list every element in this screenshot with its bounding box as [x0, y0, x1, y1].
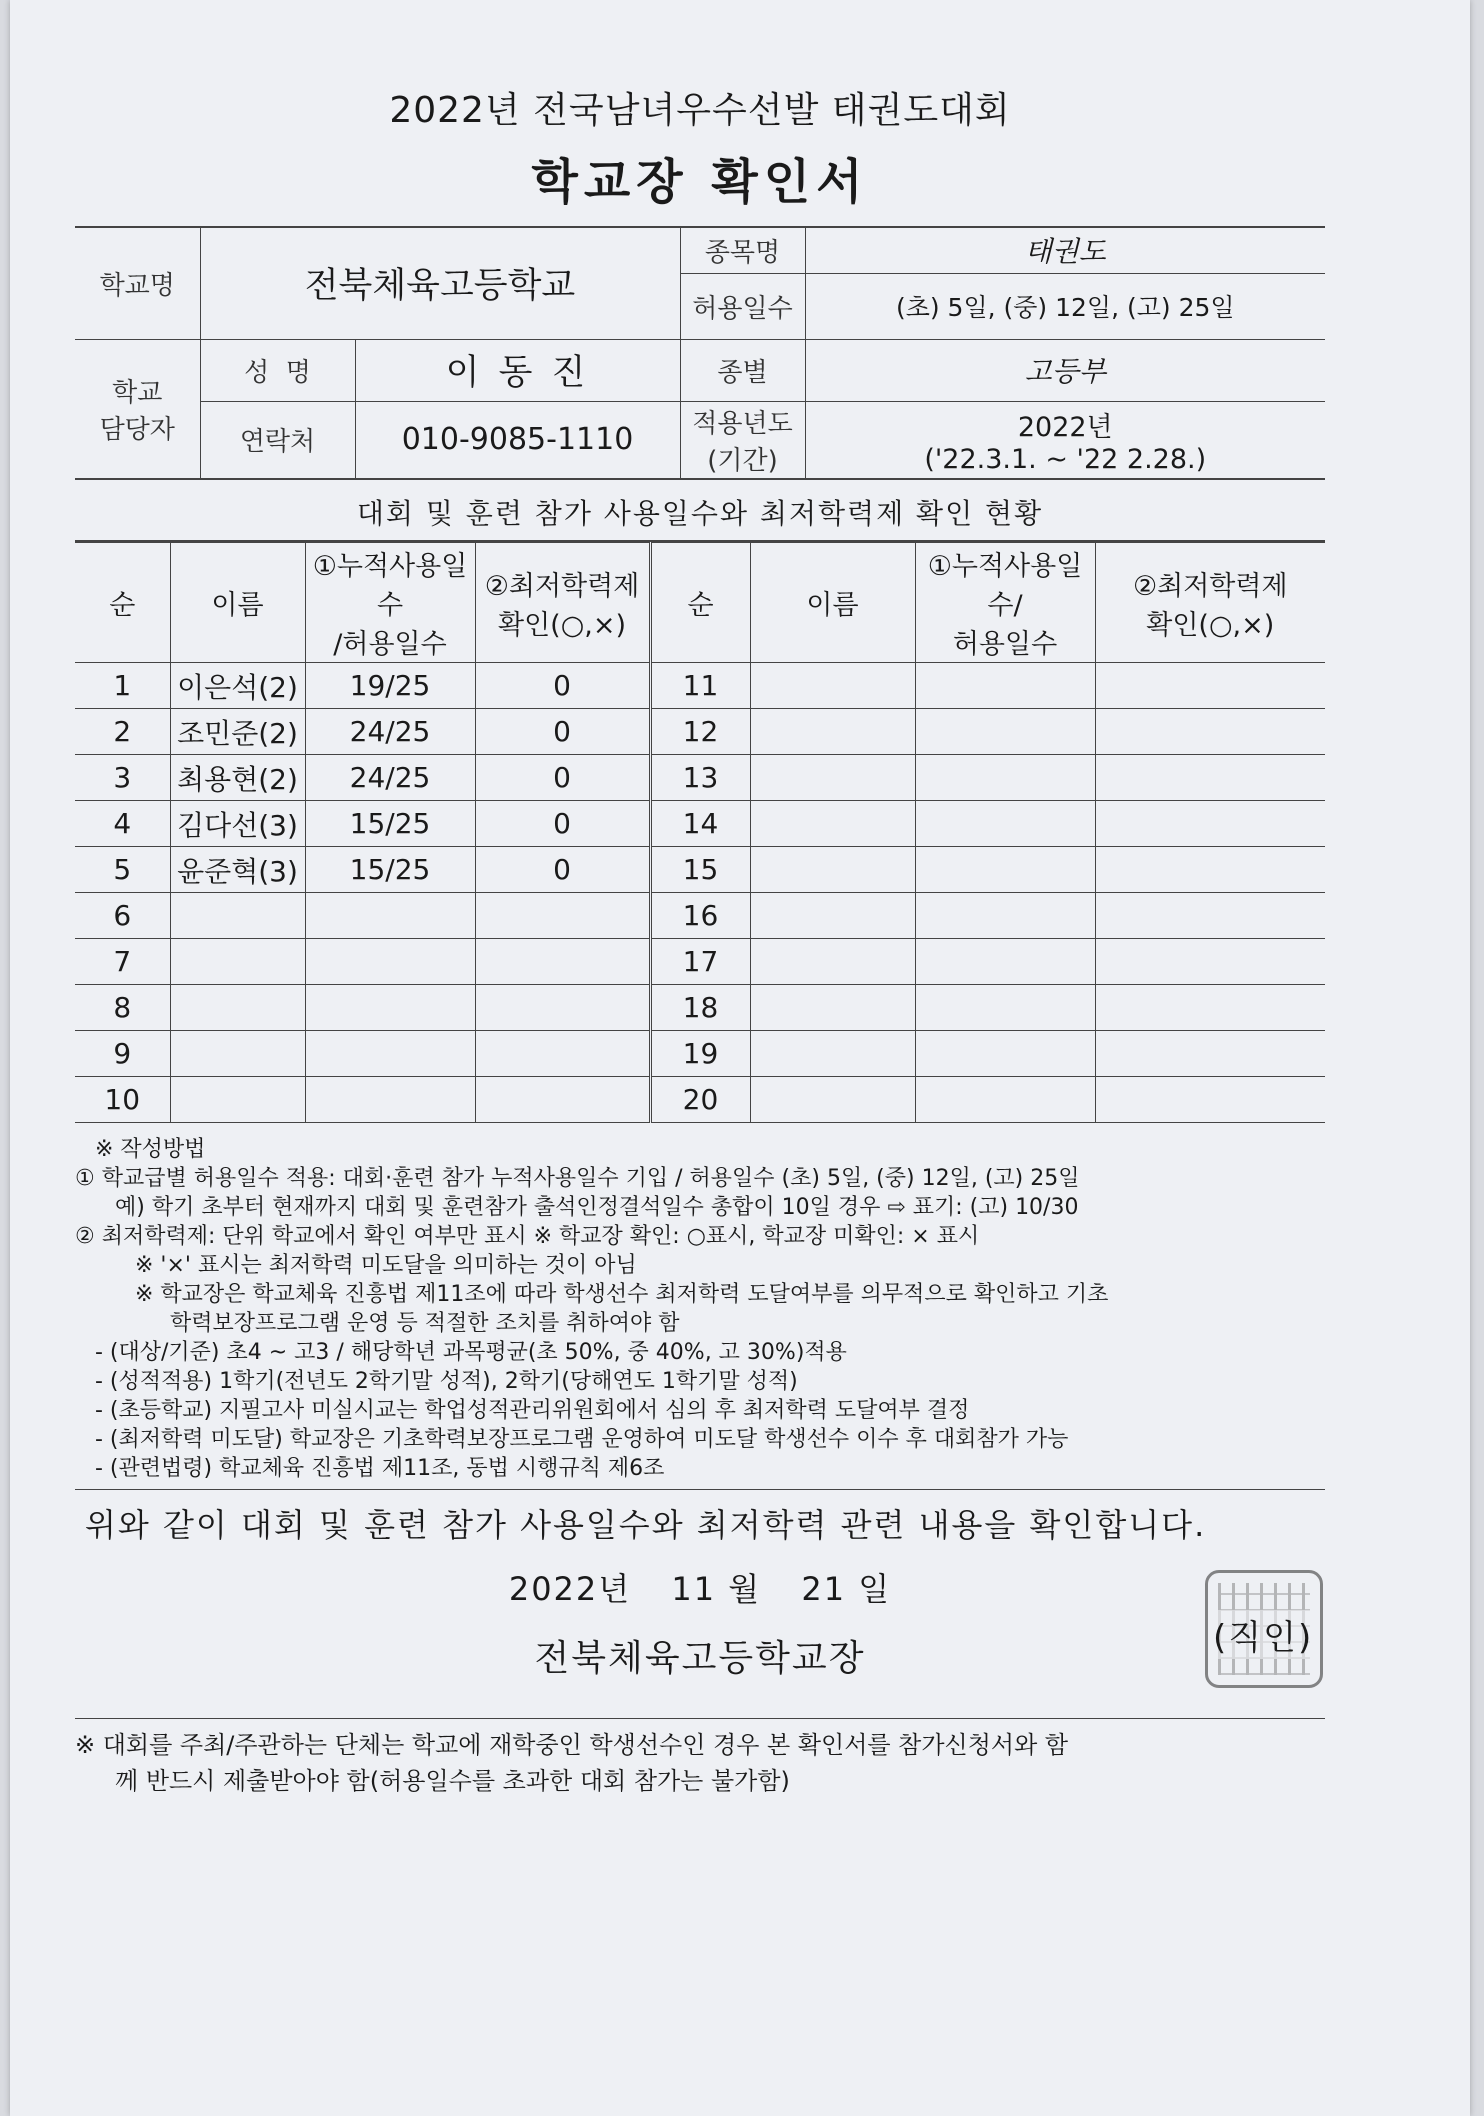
roster-table	[75, 542, 1325, 1123]
row-name-2	[750, 985, 915, 1031]
row-no: 4	[75, 801, 170, 847]
row-days-2	[915, 939, 1095, 985]
row-min-2	[1095, 985, 1325, 1031]
confirm-statement: 위와 같이 대회 및 훈련 참가 사용일수와 최저학력 관련 내용을 확인합니다.	[85, 1506, 1207, 1544]
class-value: 고등부	[805, 339, 1325, 401]
note-line: - (대상/기준) 초4 ~ 고3 / 해당학년 과목평균(초 50%, 중 40%, 고 30%)적용	[95, 1340, 847, 1365]
row-days	[305, 939, 475, 985]
row-name-2	[750, 1031, 915, 1077]
row-name	[170, 985, 305, 1031]
status-subtitle: 대회 및 훈련 참가 사용일수와 최저학력제 확인 현황	[75, 480, 1325, 542]
row-days	[305, 1031, 475, 1077]
event-label: 종목명	[680, 227, 805, 273]
table-row	[75, 1031, 1325, 1077]
row-name-2	[750, 801, 915, 847]
year-cell	[805, 401, 1325, 479]
row-no-2: 15	[650, 847, 750, 893]
row-min-2	[1095, 709, 1325, 755]
row-name	[170, 1031, 305, 1077]
row-no-2: 16	[650, 893, 750, 939]
document-heading: 학교장 확인서	[531, 154, 869, 210]
table-row	[75, 709, 1325, 755]
table-row	[75, 663, 1325, 709]
note-line: ※ '×' 표시는 최저학력 미도달을 의미하는 것이 아님	[135, 1253, 637, 1278]
header-no-2: 순	[650, 543, 750, 663]
header-name: 이름	[170, 543, 305, 663]
row-no-2: 20	[650, 1077, 750, 1123]
row-no: 2	[75, 709, 170, 755]
name-value: 이 동 진	[355, 339, 680, 401]
row-min-2	[1095, 755, 1325, 801]
row-min	[475, 1077, 650, 1123]
table-row	[75, 801, 1325, 847]
footer-note	[75, 1718, 1325, 1799]
table-row	[75, 1077, 1325, 1123]
note-line: - (최저학력 미도달) 학교장은 기초학력보장프로그램 운영하여 미도달 학생선수 이수 후 대회참가 가능	[95, 1427, 1069, 1452]
school-value: 전북체육고등학교	[200, 227, 680, 339]
row-name: 윤준혁(3)	[170, 847, 305, 893]
row-days-2	[915, 893, 1095, 939]
row-min: 0	[475, 755, 650, 801]
row-no-2: 18	[650, 985, 750, 1031]
row-min-2	[1095, 893, 1325, 939]
row-name	[170, 939, 305, 985]
row-days-2	[915, 985, 1095, 1031]
date-day: 21 일	[801, 1570, 892, 1608]
school-label: 학교명	[75, 227, 200, 339]
row-min: 0	[475, 847, 650, 893]
row-no: 3	[75, 755, 170, 801]
row-min-2	[1095, 801, 1325, 847]
row-min	[475, 985, 650, 1031]
paper-sheet	[10, 0, 1470, 2116]
row-name-2	[750, 847, 915, 893]
row-name: 이은석(2)	[170, 663, 305, 709]
note-line: ② 최저학력제: 단위 학교에서 확인 여부만 표시 ※ 학교장 확인: ○표시, 학교장 미확인: × 표시	[75, 1224, 980, 1249]
row-no: 10	[75, 1077, 170, 1123]
row-days: 15/25	[305, 847, 475, 893]
row-min	[475, 939, 650, 985]
note-line: - (관련법령) 학교체육 진흥법 제11조, 동법 시행규칙 제6조	[95, 1456, 665, 1481]
seal-label: (직인)	[1213, 1610, 1313, 1659]
date-month: 11 월	[671, 1570, 762, 1608]
row-no-2: 17	[650, 939, 750, 985]
row-days: 24/25	[305, 709, 475, 755]
row-min: 0	[475, 801, 650, 847]
days-label: 허용일수	[680, 273, 805, 339]
row-days-2	[915, 847, 1095, 893]
period-value: ('22.3.1. ~ '22 2.28.)	[924, 443, 1207, 475]
row-name-2	[750, 893, 915, 939]
row-name-2	[750, 939, 915, 985]
row-days-2	[915, 801, 1095, 847]
row-no-2: 19	[650, 1031, 750, 1077]
official-seal	[1205, 1570, 1325, 1690]
row-no-2: 11	[650, 663, 750, 709]
row-days: 19/25	[305, 663, 475, 709]
row-no: 7	[75, 939, 170, 985]
note-line: ※ 학교장은 학교체육 진흥법 제11조에 따라 학생선수 최저학력 도달여부를 의무적으로 확인하고 기초	[135, 1282, 1109, 1307]
row-days	[305, 985, 475, 1031]
row-min-2	[1095, 939, 1325, 985]
row-name: 최용현(2)	[170, 755, 305, 801]
table-row	[75, 755, 1325, 801]
header-days-2: ①누적사용일수/ 허용일수	[915, 543, 1095, 663]
info-table	[75, 226, 1325, 480]
class-label: 종별	[680, 339, 805, 401]
row-name	[170, 893, 305, 939]
row-no: 6	[75, 893, 170, 939]
issue-date	[75, 1564, 1325, 1610]
row-no: 5	[75, 847, 170, 893]
row-no: 9	[75, 1031, 170, 1077]
document	[75, 70, 1325, 1799]
row-days-2	[915, 1031, 1095, 1077]
row-min-2	[1095, 663, 1325, 709]
row-min-2	[1095, 1031, 1325, 1077]
footer-line-2: 께 반드시 제출받아야 함(허용일수를 초과한 대회 참가는 불가함)	[115, 1767, 790, 1795]
row-name	[170, 1077, 305, 1123]
header-days: ①누적사용일수 /허용일수	[305, 543, 475, 663]
date-year: 2022년	[508, 1570, 632, 1608]
year-value: 2022년	[1017, 411, 1113, 443]
note-line: - (초등학교) 지필고사 미실시교는 학업성적관리위원회에서 심의 후 최저학력 도달여부 결정	[95, 1398, 970, 1423]
row-no-2: 14	[650, 801, 750, 847]
row-days-2	[915, 755, 1095, 801]
header-name-2: 이름	[750, 543, 915, 663]
row-days-2	[915, 709, 1095, 755]
row-min: 0	[475, 709, 650, 755]
notes-section	[75, 1135, 1325, 1483]
row-min	[475, 893, 650, 939]
row-days-2	[915, 663, 1095, 709]
signature-row	[75, 1610, 1325, 1700]
header-min: ②최저학력제 확인(○,×)	[475, 543, 650, 663]
row-days: 15/25	[305, 801, 475, 847]
row-days-2	[915, 1077, 1095, 1123]
row-no: 1	[75, 663, 170, 709]
contact-value: 010-9085-1110	[355, 401, 680, 479]
note-line: 학력보장프로그램 운영 등 적절한 조치를 취하여야 함	[170, 1311, 680, 1336]
contact-label: 연락처	[200, 401, 355, 479]
row-days	[305, 1077, 475, 1123]
header-min-2: ②최저학력제 확인(○,×)	[1095, 543, 1325, 663]
row-no-2: 13	[650, 755, 750, 801]
notes-heading: ※ 작성방법	[95, 1137, 206, 1162]
note-line: 예) 학기 초부터 현재까지 대회 및 훈련참가 출석인정결석일수 총합이 10일 경우 ⇨ 표기: (고) 10/30	[115, 1195, 1079, 1220]
row-no-2: 12	[650, 709, 750, 755]
staff-label: 학교 담당자	[75, 339, 200, 479]
row-name-2	[750, 755, 915, 801]
days-value: (초) 5일, (중) 12일, (고) 25일	[805, 273, 1325, 339]
header-no: 순	[75, 543, 170, 663]
note-line: ① 학교급별 허용일수 적용: 대회·훈련 참가 누적사용일수 기입 / 허용일수 (초) 5일, (중) 12일, (고) 25일	[75, 1166, 1080, 1191]
row-min: 0	[475, 663, 650, 709]
row-days	[305, 893, 475, 939]
table-row	[75, 939, 1325, 985]
event-value: 태권도	[805, 227, 1325, 273]
row-name: 김다선(3)	[170, 801, 305, 847]
row-name: 조민준(2)	[170, 709, 305, 755]
row-name-2	[750, 663, 915, 709]
row-name-2	[750, 1077, 915, 1123]
row-min	[475, 1031, 650, 1077]
row-min-2	[1095, 1077, 1325, 1123]
principal-name: 전북체육고등학교장	[534, 1638, 866, 1679]
name-label: 성 명	[200, 339, 355, 401]
row-no: 8	[75, 985, 170, 1031]
table-row	[75, 985, 1325, 1031]
table-row	[75, 893, 1325, 939]
document-title: 2022년 전국남녀우수선발 태권도대회	[389, 90, 1011, 131]
row-days: 24/25	[305, 755, 475, 801]
note-line: - (성적적용) 1학기(전년도 2학기말 성적), 2학기(당해연도 1학기말 성적)	[95, 1369, 798, 1394]
year-label: 적용년도 (기간)	[680, 401, 805, 479]
footer-line-1: ※ 대회를 주최/주관하는 단체는 학교에 재학중인 학생선수인 경우 본 확인서를 참가신청서와 함	[75, 1731, 1069, 1759]
table-row	[75, 847, 1325, 893]
row-min-2	[1095, 847, 1325, 893]
row-name-2	[750, 709, 915, 755]
